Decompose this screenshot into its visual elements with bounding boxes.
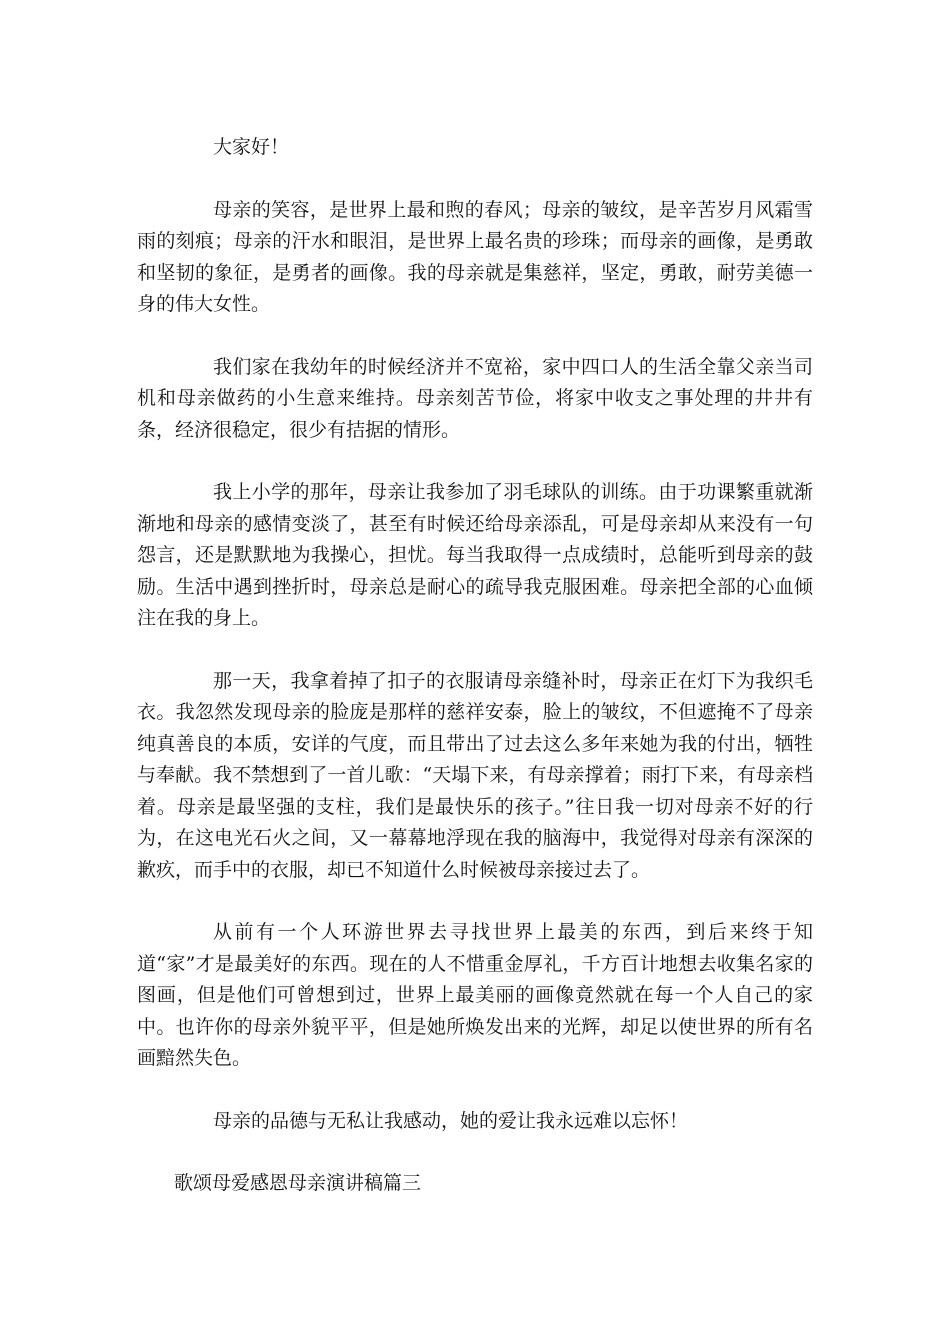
document-body	[137, 132, 813, 1231]
closing-paragraph: 母亲的品德与无私让我感动，她的爱让我永远难以忘怀！	[213, 1109, 689, 1132]
section-heading: 歌颂母爱感恩母亲演讲稿篇三	[174, 1172, 422, 1194]
body-paragraph: 我上小学的那年，母亲让我参加了羽毛球队的训练。由于功课繁重就渐渐地和母亲的感情变淡了，甚至有时候还给母亲添乱，可是母亲却从来没有一句怨言，还是默默地为我操心，担忧。每当我取得一点成绩时，总能听到母亲的鼓励。生活中遇到挫折时，母亲总是耐心的疏导我克服困难。母亲把全部的心血倾注在我的身上。	[137, 481, 813, 629]
body-paragraph: 那一天，我拿着掉了扣子的衣服请母亲缝补时，母亲正在灯下为我织毛衣。我忽然发现母亲的脸庞是那样的慈祥安泰，脸上的皱纹，不但遮掩不了母亲纯真善良的本质，安详的气度，而且带出了过去这么多年来她为我的付出，牺牲与奉献。我不禁想到了一首儿歌：“天塌下来，有母亲撑着；雨打下来，有母亲档着。母亲是最坚强的支柱，我们是最快乐的孩子。”往日我一切对母亲不好的行为，在这电光石火之间，又一幕幕地浮现在我的脑海中，我觉得对母亲有深深的歉疚，而手中的衣服，却已不知道什么时候被母亲接过去了。	[137, 669, 813, 881]
body-paragraph: 我们家在我幼年的时候经济并不宽裕，家中四口人的生活全靠父亲当司机和母亲做药的小生意来维持。母亲刻苦节俭，将家中收支之事处理的井井有条，经济很稳定，很少有拮据的情形。	[137, 355, 813, 441]
body-paragraph: 母亲的笑容，是世界上最和煦的春风；母亲的皱纹，是辛苦岁月风霜雪雨的刻痕；母亲的汗水和眼泪，是世界上最名贵的珍珠；而母亲的画像，是勇敢和坚韧的象征，是勇者的画像。我的母亲就是集慈祥，坚定，勇敢，耐劳美德一身的伟大女性。	[137, 198, 813, 315]
body-paragraph: 从前有一个人环游世界去寻找世界上最美的东西，到后来终于知道“家”才是最美好的东西。现在的人不惜重金厚礼，千方百计地想去收集名家的图画，但是他们可曾想到过，世界上最美丽的画像竟然就在每一个人自己的家中。也许你的母亲外貌平平，但是她所焕发出来的光辉，却足以使世界的所有名画黯然失色。	[137, 921, 813, 1069]
greeting-paragraph: 大家好！	[213, 136, 290, 158]
